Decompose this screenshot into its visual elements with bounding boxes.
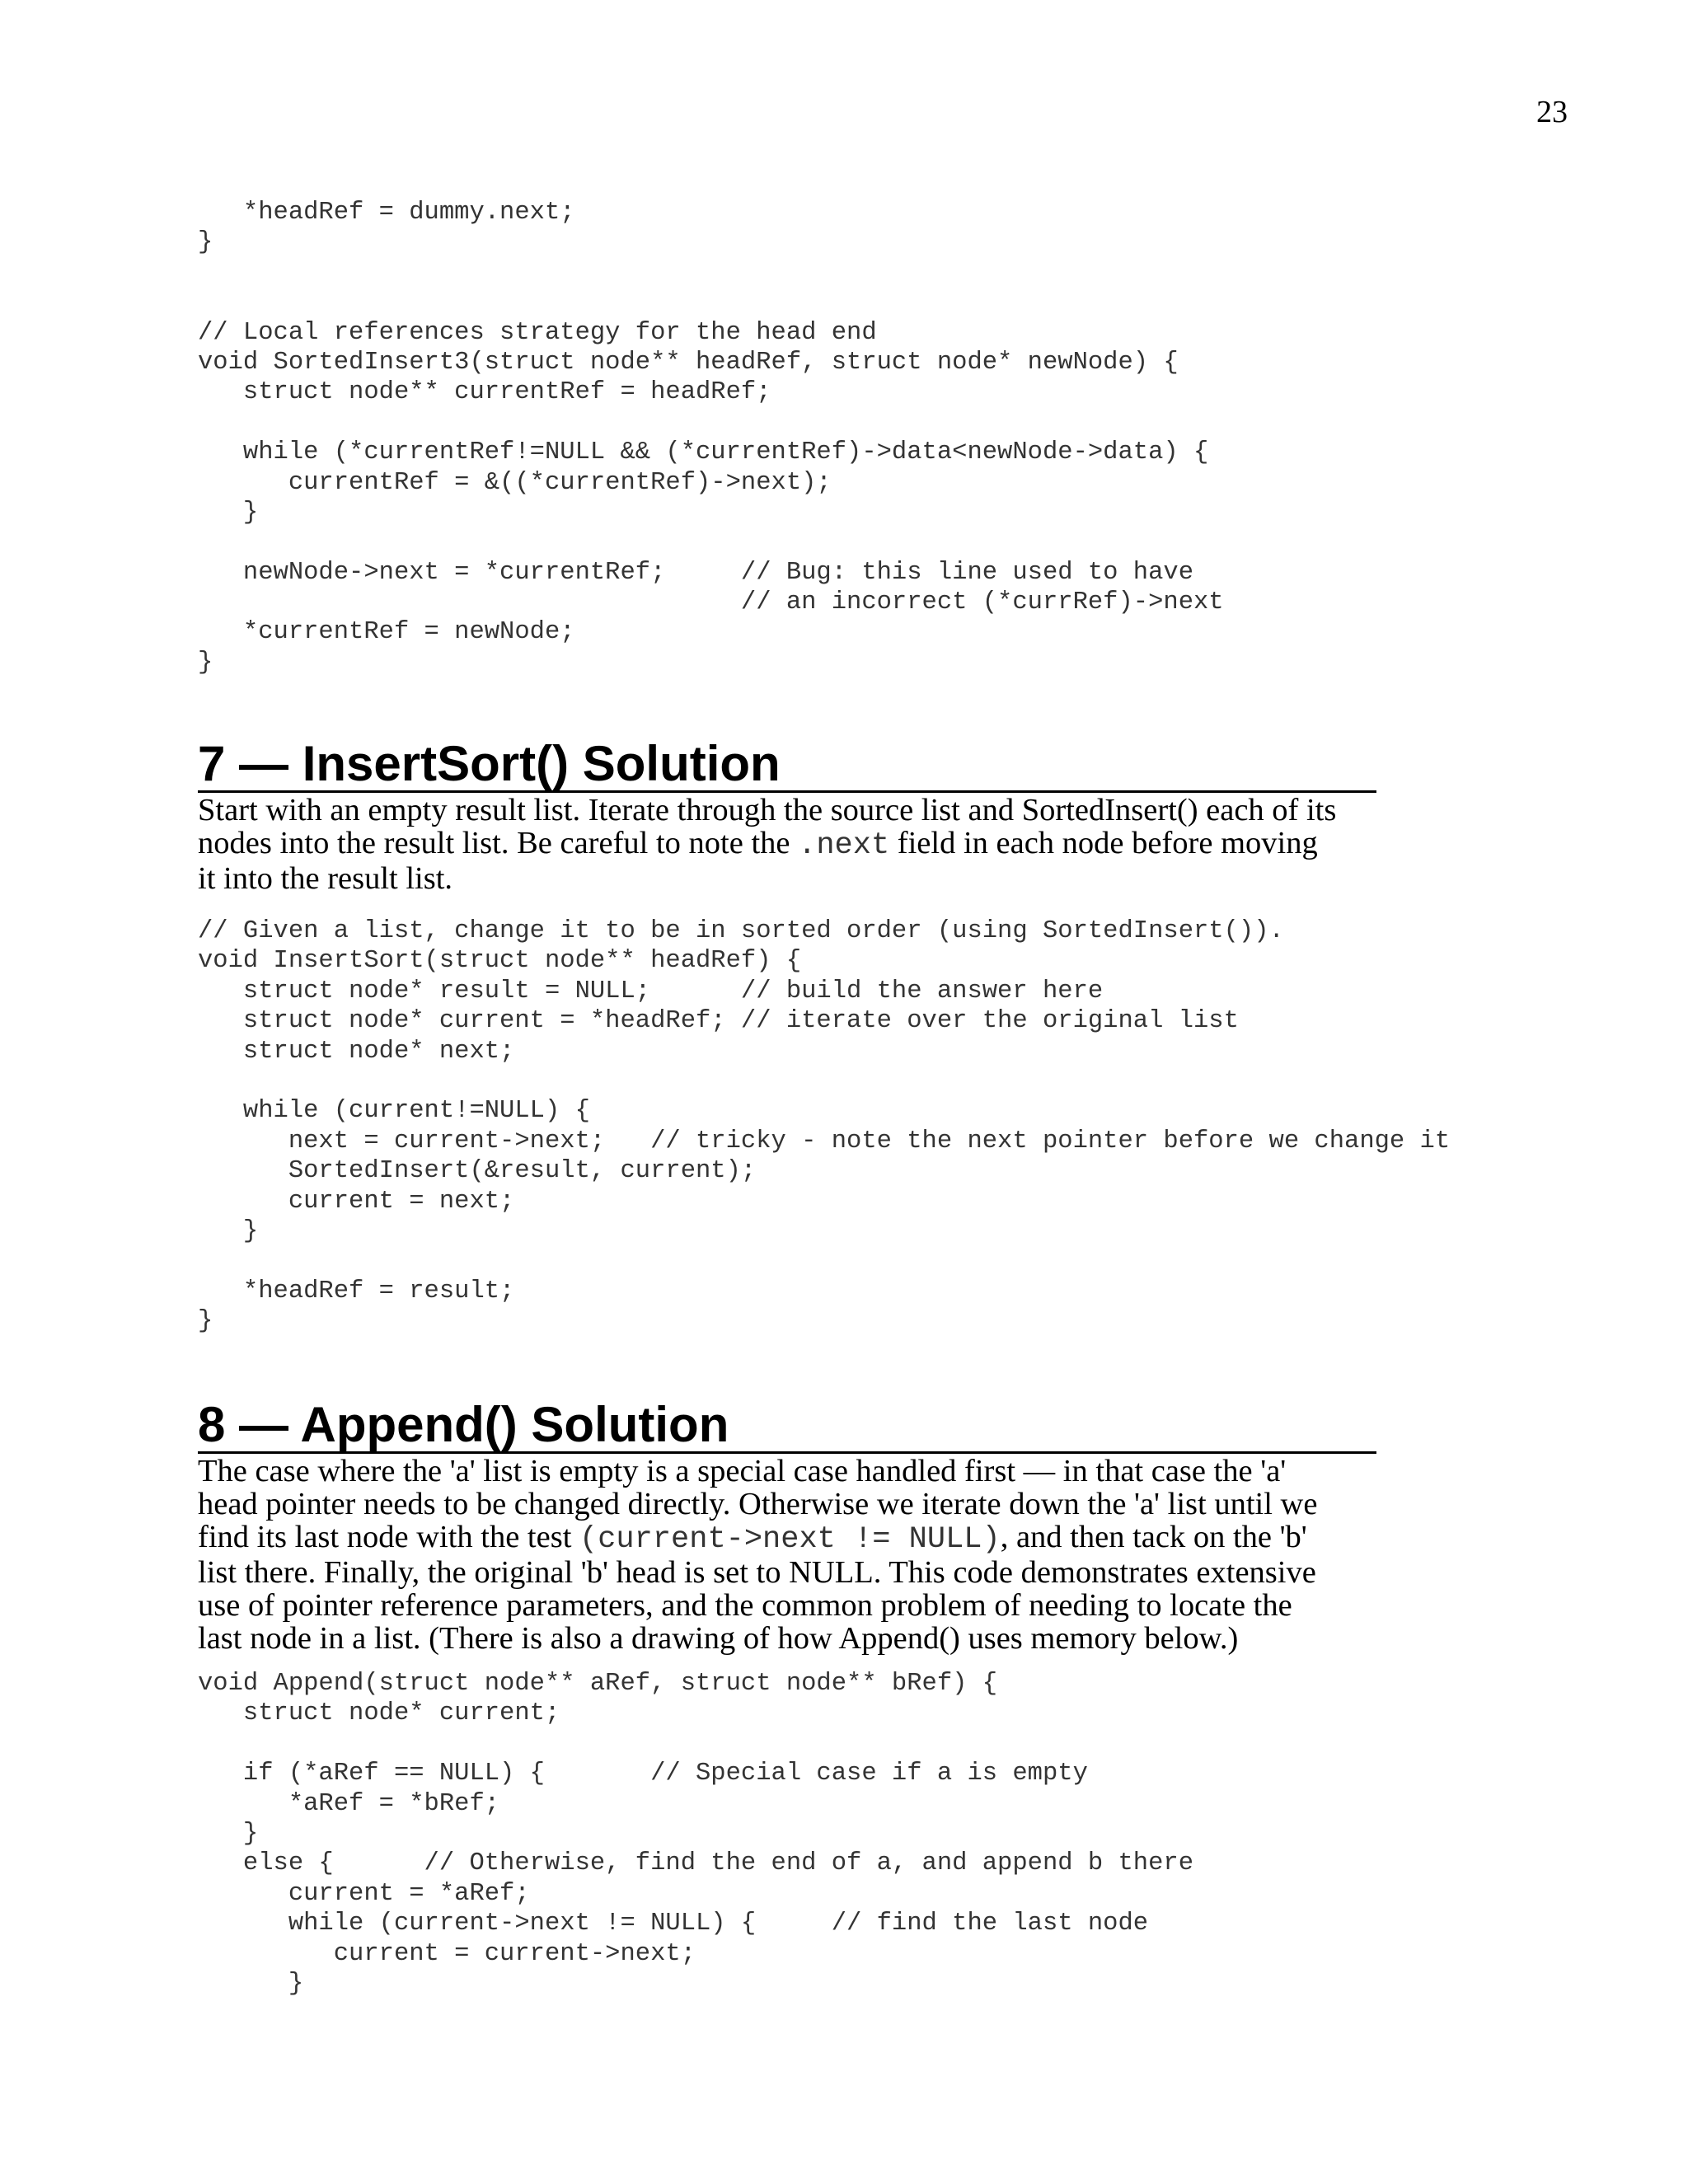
code-line: currentRef = &((*currentRef)->next); — [198, 468, 832, 497]
paragraph-line — [198, 827, 1401, 862]
code-line — [198, 1246, 1450, 1276]
code-line: } — [198, 498, 259, 527]
code-line: struct node* result = NULL; // build the answer here — [198, 977, 1104, 1005]
code-line — [198, 288, 1224, 317]
paragraph-line: last node in a list. (There is also a drawing of how Append() uses memory below.) — [198, 1621, 1239, 1656]
paragraph-line: The case where the 'a' list is empty is a special case handled first — in that case the 'a' — [198, 1454, 1287, 1488]
paragraph-line: use of pointer reference parameters, and the common problem of needing to locate the — [198, 1588, 1292, 1623]
code-line: *headRef = result; — [198, 1277, 515, 1305]
code-line: } — [198, 648, 213, 677]
code-line: else { // Otherwise, find the end of a, and append b there — [198, 1849, 1193, 1878]
inline-code: (current->next != NULL) — [579, 1522, 1001, 1557]
code-line: struct node** currentRef = headRef; — [198, 378, 771, 407]
code-line: } — [198, 228, 213, 257]
code-line: *aRef = *bRef; — [198, 1789, 500, 1818]
code-line: void SortedInsert3(struct node** headRef, struct node* newNode) { — [198, 348, 1179, 377]
code-line: current = next; — [198, 1187, 515, 1216]
code-line: } — [198, 1819, 259, 1848]
code-line: current = *aRef; — [198, 1879, 530, 1908]
paragraph-line: head pointer needs to be changed directly. Otherwise we iterate down the 'a' list until we — [198, 1487, 1318, 1521]
code-line: while (current->next != NULL) { // find the last node — [198, 1910, 1149, 1938]
code-line — [198, 408, 1224, 438]
code-line: struct node* current; — [198, 1699, 560, 1728]
code-line: // an incorrect (*currRef)->next — [198, 588, 1224, 617]
paragraph-text: , and then tack on the 'b' — [1000, 1520, 1307, 1554]
paragraph-line: list there. Finally, the original 'b' head is set to NULL. This code demonstrates extensive — [198, 1555, 1316, 1590]
code-block-sortedinsert3 — [198, 198, 1224, 677]
code-line: void InsertSort(struct node** headRef) { — [198, 947, 802, 976]
code-line: struct node* next; — [198, 1037, 515, 1066]
code-line: *currentRef = newNode; — [198, 618, 575, 647]
code-line: current = current->next; — [198, 1939, 696, 1968]
page-number: 23 — [1536, 95, 1568, 129]
code-line — [198, 258, 1224, 288]
code-block-insertsort — [198, 916, 1450, 1336]
code-line: next = current->next; // tricky - note the next pointer before we change it — [198, 1127, 1451, 1155]
code-line: } — [198, 1969, 304, 1998]
code-line: newNode->next = *currentRef; // Bug: this line used to have — [198, 558, 1193, 587]
paragraph-line: Start with an empty result list. Iterate through the source list and SortedInsert() each of its — [198, 793, 1337, 827]
code-line: while (current!=NULL) { — [198, 1097, 590, 1126]
code-line: // Given a list, change it to be in sorted order (using SortedInsert()). — [198, 917, 1284, 945]
code-line: void Append(struct node** aRef, struct node** bRef) { — [198, 1670, 998, 1698]
inline-code: .next — [798, 828, 890, 863]
paragraph-line — [198, 1521, 1401, 1556]
paragraph-text: field in each node before moving — [889, 826, 1318, 860]
code-line: *headRef = dummy.next; — [198, 199, 575, 227]
code-block-append — [198, 1669, 1193, 1999]
code-line: while (*currentRef!=NULL && (*currentRef)->data<newNode->data) { — [198, 438, 1209, 467]
section-heading-insertsort: 7 — InsertSort() Solution — [198, 738, 1376, 793]
paragraph-line: it into the result list. — [198, 861, 453, 896]
paragraph-insertsort — [198, 794, 1401, 895]
code-line — [198, 1066, 1450, 1096]
paragraph-append — [198, 1455, 1401, 1655]
code-line: // Local references strategy for the head end — [198, 318, 877, 347]
code-line: struct node* current = *headRef; // iterate over the original list — [198, 1007, 1239, 1036]
code-line — [198, 527, 1224, 557]
paragraph-text: find its last node with the test — [198, 1520, 580, 1554]
code-line: } — [198, 1307, 213, 1336]
code-line — [198, 1729, 1193, 1759]
paragraph-text: nodes into the result list. Be careful to note the — [198, 826, 799, 860]
code-line: if (*aRef == NULL) { // Special case if a is empty — [198, 1760, 1088, 1788]
code-line: SortedInsert(&result, current); — [198, 1157, 757, 1186]
code-line: } — [198, 1216, 259, 1245]
section-heading-append: 8 — Append() Solution — [198, 1399, 1376, 1454]
